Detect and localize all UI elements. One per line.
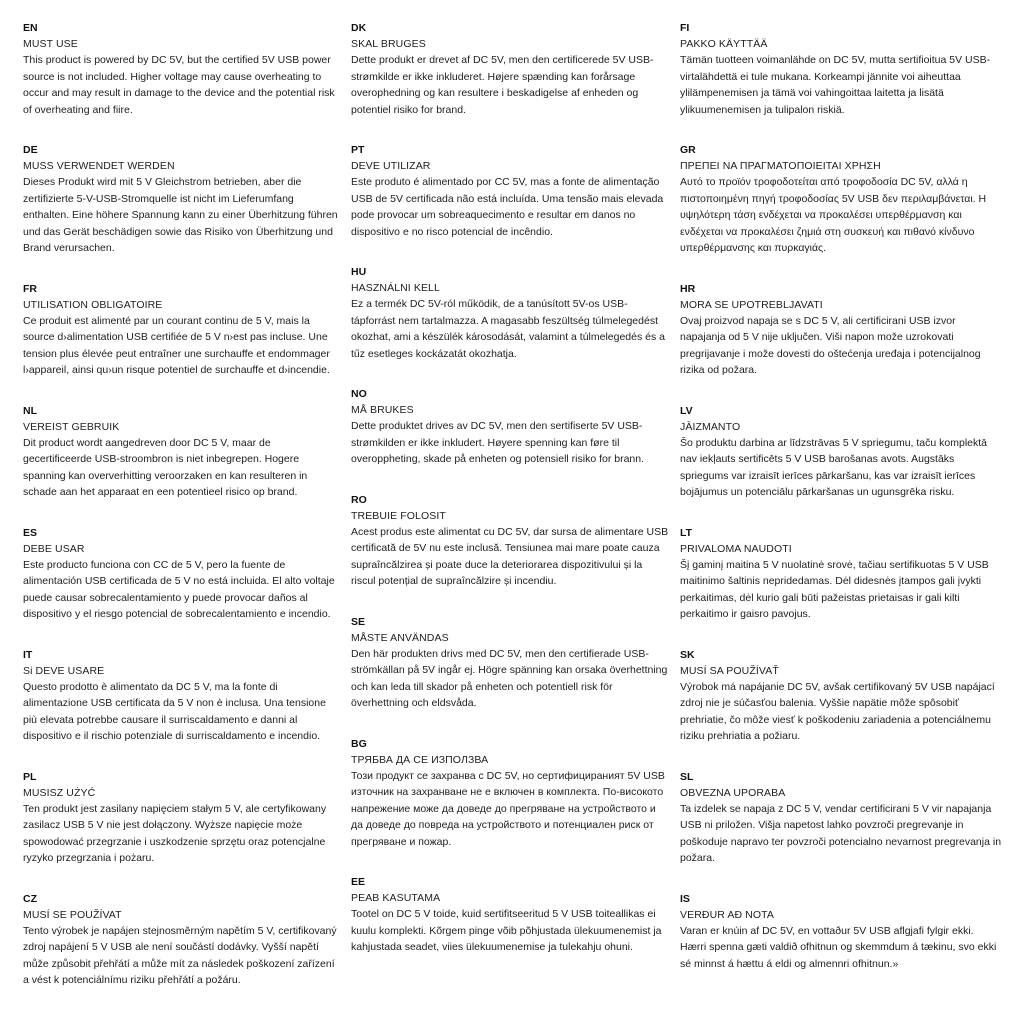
warning-title: JĀIZMANTO — [680, 420, 741, 433]
warning-title: PEAB KASUTAMA — [351, 892, 441, 904]
column-3 — [680, 20, 1002, 996]
warning-text: Dette produkt er drevet af DC 5V, men den certificerede 5V USB-strømkilde er ikke inkluderet. Højere spænding kan forårsage overophedning og kan resultere i beskadigelse af enheden og potentiel risiko for brand. — [351, 54, 654, 116]
section-bg — [351, 736, 669, 851]
warning-text: Questo prodotto è alimentato da DC 5 V, ma la fonte di alimentazione USB certificata da 5 V non è inclusa. Una tensione più elevata potrebbe causare il surriscaldamento e danni al dispositivo e il rischio potenziale di surriscaldamento e incendio. — [23, 680, 326, 742]
section-sk — [680, 647, 1002, 745]
warning-text: Ce produit est alimenté par un courant continu de 5 V, mais la source d›alimentation USB certifiée de 5 V n›est pas incluse. Une tension plus élevée peut entraîner une surchauffe et endommager l›appareil, ainsi qu›un risque potentiel de surchauffe et d›incendie. — [23, 314, 330, 376]
language-code: GR — [680, 144, 696, 156]
warning-title: MUSISZ UŻYĆ — [23, 786, 96, 799]
warning-text: Šo produktu darbina ar līdzstrāvas 5 V spriegumu, taču komplektā nav iekļauts sertificēts 5 V USB barošanas avots. Augstāks spriegums var izraisīt ierīces pārkaršanu, kas var izraisīt ierīces bojājumus un potenciālu pārkaršanas un ugunsgrēka risku. — [680, 436, 987, 498]
language-code: HR — [680, 282, 696, 295]
section-nl — [23, 403, 341, 501]
warning-title: PAKKO KÄYTTÄÄ — [680, 38, 768, 50]
warning-text: Dette produktet drives av DC 5V, men den sertifiserte 5V USB-strømkilden er ikke inkludert. Høyere spenning kan føre til overoppheting, skade på enheten og potensiell risiko for brann. — [351, 420, 645, 465]
warning-text: Ta izdelek se napaja z DC 5 V, vendar certificirani 5 V vir napajanja USB ni priložen. Višja napetost lahko povzroči pregrevanje in poškoduje napravo ter povzroči potencialno nevarnost pregrevanja in požara. — [680, 802, 1002, 864]
section-sl — [680, 769, 1002, 867]
warning-title: PRIVALOMA NAUDOTI — [680, 542, 792, 555]
warning-text: Αυτό το προϊόν τροφοδοτείται από τροφοδοσία DC 5V, αλλά η πιστοποιημένη πηγή τροφοδοσίας 5V USB δεν περιλαμβάνεται. Η υψηλότερη τάση ενδέχεται να προκαλέσει υπερθέρμανση και ενδέχεται να προκαλέσει ζημιά στη συσκευή και πιθανό κίνδυνο υπερθέρμανσης και πυρκαγιάς. — [680, 176, 987, 254]
section-hu — [351, 264, 669, 362]
warning-title: ТРЯБВА ДА СЕ ИЗПОЛЗВА — [351, 753, 489, 766]
warning-title: HASZNÁLNI KELL — [351, 282, 440, 294]
warning-text: Tento výrobek je napájen stejnosměrným napětím 5 V, certifikovaný zdroj napájení 5 V USB ale není součástí dodávky. Vyšší napětí může způsobit přehřátí a může mít za následek poškození zařízení a vést k potenciálnímu riziku přehřátí a požáru. — [23, 924, 337, 986]
language-code: FR — [23, 282, 37, 295]
warning-text: Este produto é alimentado por CC 5V, mas a fonte de alimentação USB de 5V certificada não está incluída. Uma tensão mais elevada pode provocar um sobreaquecimento e resultar em danos no dispositivo e no risco potencial de incêndio. — [351, 176, 664, 238]
warning-text: Dieses Produkt wird mit 5 V Gleichstrom betrieben, aber die zertifizierte 5-V-USB-Stromquelle ist nicht im Lieferumfang enthalten. Eine höhere Spannung kann zu einer Überhitzung führen und das Gerät beschädigen sowie das Risiko von Überhitzung und Brand verursachen. — [23, 176, 338, 254]
warning-text: Ez a termék DC 5V-ról működik, de a tanúsított 5V-os USB-tápforrást nem tartalmazza. A magasabb feszültség túlmelegedést okozhat, ami a készülék károsodását, valamint a túlmelegedés és a tűz esetleges kockázatát okozhatja. — [351, 298, 666, 360]
language-code: CZ — [23, 892, 37, 905]
section-ee — [351, 874, 669, 956]
warning-title: MUST USE — [23, 38, 78, 50]
warning-title: SKAL BRUGES — [351, 38, 426, 50]
warning-title: VERÐUR AÐ NOTA — [680, 908, 774, 921]
warning-text: Ten produkt jest zasilany napięciem stałym 5 V, ale certyfikowany zasilacz USB 5 V nie jest dołączony. Wyższe napięcie może spowodować przegrzanie i uszkodzenie sprzętu oraz potencjalne ryzyko przegrzania i pożaru. — [23, 802, 327, 864]
section-lt — [680, 525, 1002, 623]
section-pt — [351, 142, 669, 240]
warning-title: MUSÍ SE POUŽÍVAT — [23, 908, 122, 921]
section-no — [351, 386, 669, 468]
section-se — [351, 614, 669, 712]
warning-text: Šį gaminį maitina 5 V nuolatinė srovė, tačiau sertifikuotas 5 V USB maitinimo šaltinis nepridedamas. Dėl didesnės įtampos gali įvykti perkaitimas, dėl kurio gali būti pažeistas prietaisas ir gali kilti perkaitimo ir gaisro pavojus. — [680, 558, 989, 620]
warning-text: Ovaj proizvod napaja se s DC 5 V, ali certificirani USB izvor napajanja od 5 V nije uključen. Viši napon može uzrokovati pregrijavanje i može dovesti do oštećenja uređaja i potencijalnog rizika od požara. — [680, 314, 981, 376]
warning-text: Acest produs este alimentat cu DC 5V, dar sursa de alimentare USB certificată de 5V nu este inclusă. Tensiunea mai mare poate cauza supraîncălzirea și poate duce la deteriorarea dispozitivului și la riscul potențial de supraîncălzire și incendiu. — [351, 525, 669, 587]
warning-title: MORA SE UPOTREBLJAVATI — [680, 298, 823, 311]
warning-title: MÅ BRUKES — [351, 404, 414, 416]
language-code: RO — [351, 493, 367, 506]
warning-title: MÅSTE ANVÄNDAS — [351, 631, 449, 644]
column-2 — [351, 20, 669, 980]
warning-title: UTILISATION OBLIGATOIRE — [23, 298, 163, 311]
column-1 — [23, 20, 341, 1013]
language-code: PL — [23, 770, 37, 783]
section-lv — [680, 403, 1002, 501]
section-es — [23, 525, 341, 623]
section-ro — [351, 492, 669, 590]
warning-title: TREBUIE FOLOSIT — [351, 509, 446, 522]
language-code: ES — [23, 526, 38, 539]
language-code: DK — [351, 22, 367, 34]
warning-text: Този продукт се захранва с DC 5V, но сертифицираният 5V USB източник на захранване не е включен в комплекта. По-високото напрежение може да доведе до прегряване на устройството и да доведе до повреда на устройството и потенциален риск от прегряване и пожар. — [351, 769, 665, 848]
section-fi — [680, 20, 1002, 118]
warning-text: Den här produkten drivs med DC 5V, men den certifierade USB-strömkällan på 5V ingår ej. Högre spänning kan orsaka överhettning och kan leda till skador på enheten och potentiell risk för överhettning och eldsvåda. — [351, 647, 668, 709]
language-code: LT — [680, 526, 693, 539]
warning-text: Dit product wordt aangedreven door DC 5 V, maar de gecertificeerde USB-stroombron is niet inbegrepen. Hogere spanning kan oververhitting veroorzaken en kan resulteren in schade aan het apparaat en een potentieel risico op brand. — [23, 436, 308, 498]
section-en — [23, 20, 341, 118]
warning-text: Tämän tuotteen voimanlähde on DC 5V, mutta sertifioitua 5V USB-virtalähdettä ei tule mukana. Korkeampi jännite voi aiheuttaa ylilämpenemisen ja tämä voi vahingoittaa laitetta ja lisätä ylikuumenemisen ja tulipalon riskiä. — [680, 54, 991, 116]
warning-text: Este producto funciona con CC de 5 V, pero la fuente de alimentación USB certificada de 5 V no está incluida. El alto voltaje puede causar sobrecalentamiento y puede provocar daños al dispositivo y el riesgo potencial de sobrecalentamiento e incendio. — [23, 558, 335, 620]
warning-text: Tootel on DC 5 V toide, kuid sertifitseeritud 5 V USB toiteallikas ei kuulu komplekti. Kõrgem pinge võib põhjustada ülekuumenemist ja kahjustada seadet, viies ülekuumenemise ja tulekahju ohuni. — [351, 908, 662, 953]
section-dk — [351, 20, 669, 118]
section-hr — [680, 281, 1002, 379]
language-code: NO — [351, 388, 367, 400]
language-code: NL — [23, 404, 37, 417]
language-code: PT — [351, 144, 365, 156]
language-code: SE — [351, 615, 366, 628]
warning-text: Výrobok má napájanie DC 5V, avšak certifikovaný 5V USB napájací zdroj nie je súčasťou balenia. Vyššie napätie môže spôsobiť prehriatie, čo môže viesť k poškodeniu zariadenia a potenciálnemu riziku prehriatia a požiaru. — [680, 680, 995, 742]
language-code: DE — [23, 144, 38, 156]
language-code: HU — [351, 266, 367, 278]
language-code: SL — [680, 770, 694, 783]
language-code: EE — [351, 876, 366, 888]
section-it — [23, 647, 341, 745]
warning-title: MUSS VERWENDET WERDEN — [23, 160, 175, 172]
language-code: IT — [23, 648, 33, 661]
warning-title: MUSÍ SA POUŽÍVAŤ — [680, 664, 779, 677]
section-pl — [23, 769, 341, 867]
warning-text: This product is powered by DC 5V, but the certified 5V USB power source is not included. Higher voltage may cause overheating to occur and may result in damage to the device and the potential risk of overheating and fiire. — [23, 54, 335, 116]
warning-text: Varan er knúin af DC 5V, en vottaður 5V USB aflgjafi fylgir ekki. Hærri spenna gæti valdið ofhitnun og skemmdum á tækinu, svo ekki sé minnst á hættu á eldi og almennri ofhitnun.» — [680, 924, 997, 970]
language-code: LV — [680, 404, 693, 417]
warning-title: OBVEZNA UPORABA — [680, 786, 786, 799]
language-code: BG — [351, 737, 367, 750]
language-code: IS — [680, 892, 690, 905]
warning-title: DEVE UTILIZAR — [351, 160, 431, 172]
warning-title: Si DEVE USARE — [23, 664, 105, 677]
section-gr — [680, 142, 1002, 257]
warning-title: VEREIST GEBRUIK — [23, 420, 120, 433]
warning-title: DEBE USAR — [23, 542, 85, 555]
warning-title: ΠΡΕΠΕΙ ΝΑ ΠΡΑΓΜΑΤΟΠΟΙΕΙΤΑΙ ΧΡΗΣΗ — [680, 160, 881, 172]
language-code: FI — [680, 22, 690, 34]
language-code: SK — [680, 648, 695, 661]
section-is — [680, 891, 1002, 973]
language-code: EN — [23, 22, 38, 34]
section-fr — [23, 281, 341, 379]
section-de — [23, 142, 341, 257]
section-cz — [23, 891, 341, 989]
